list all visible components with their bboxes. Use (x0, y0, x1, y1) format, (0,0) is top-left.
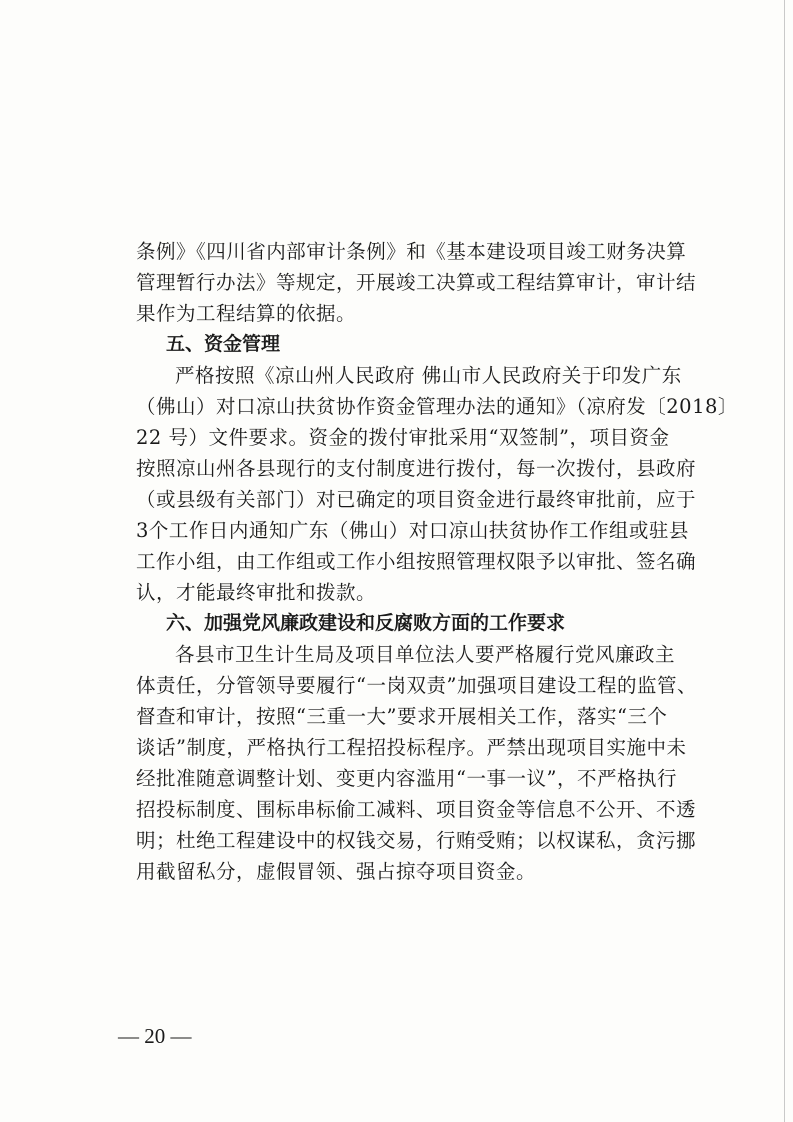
paragraph-line: 条例》《四川省内部审计条例》和《基本建设项目竣工财务决算 (136, 240, 687, 263)
paragraph-line: 督查和审计，按照“三重一大”要求开展相关工作，落实“三个 (136, 705, 668, 728)
paragraph-line: 明；杜绝工程建设中的权钱交易，行贿受贿；以权谋私，贪污挪 (136, 829, 697, 852)
paragraph-line: 22 号）文件要求。资金的拨付审批采用“双签制”，项目资金 (136, 426, 670, 449)
section-heading-integrity: 六、加强党风廉政建设和反腐败方面的工作要求 (166, 612, 566, 634)
paragraph-line: （佛山）对口凉山扶贫协作资金管理办法的通知》（凉府发〔2018〕 (136, 395, 738, 418)
paragraph-line: 经批准随意调整计划、变更内容滥用“一事一议”，不严格执行 (136, 767, 677, 790)
paragraph-line: 按照凉山州各县现行的支付制度进行拨付，每一次拨付，县政府 (136, 457, 697, 480)
paragraph-line: 严格按照《凉山州人民政府 佛山市人民政府关于印发广东 (175, 364, 682, 387)
paragraph-line: 工作小组，由工作组或工作小组按照管理权限予以审批、签名确 (136, 550, 697, 573)
paragraph-line: 3个工作日内通知广东（佛山）对口凉山扶贫协作工作组或驻县 (136, 519, 689, 542)
paragraph-line: 招投标制度、围标串标偷工减料、项目资金等信息不公开、不透 (136, 798, 697, 821)
section-heading-fund-management: 五、资金管理 (166, 333, 281, 355)
paragraph-line: （或县级有关部门）对已确定的项目资金进行最终审批前，应于 (136, 488, 697, 511)
paragraph-line: 谈话”制度，严格执行工程招投标程序。严禁出现项目实施中未 (136, 736, 687, 759)
paragraph-line: 果作为工程结算的依据。 (136, 302, 357, 325)
paragraph-line: 管理暂行办法》等规定，开展竣工决算或工程结算审计，审计结 (136, 271, 697, 294)
paragraph-line: 各县市卫生计生局及项目单位法人要严格履行党风廉政主 (175, 643, 676, 666)
paragraph-line: 体责任，分管领导要履行“一岗双责”加强项目建设工程的监管、 (136, 674, 697, 697)
paragraph-line: 用截留私分，虚假冒领、强占掠夺项目资金。 (136, 860, 537, 883)
paragraph-line: 认，才能最终审批和拨款。 (136, 581, 377, 604)
page-edge-line (784, 0, 785, 1122)
document-body (136, 236, 738, 887)
page-number: — 20 — (118, 1024, 192, 1048)
